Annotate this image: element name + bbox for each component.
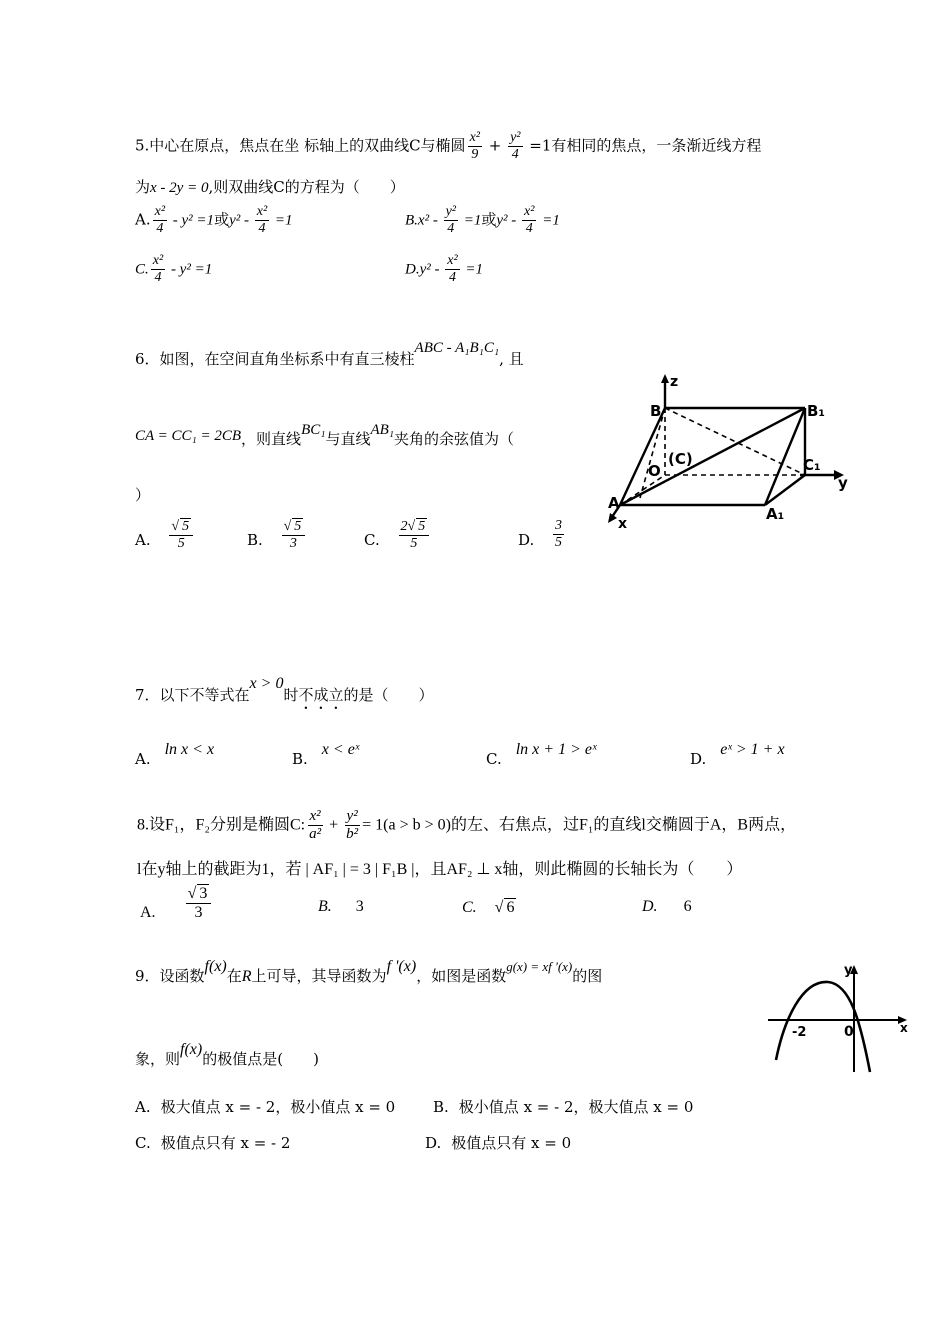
q7-option-a: A.ln x < x [135,741,215,768]
q5-asymptote: x - 2y = 0 [150,180,209,196]
q6-fig-a-label: A [608,494,620,512]
q5-option-a: A. $\frac{\text{x²}}{4}$ - y² =1或y² - $\frac{\text{x²}}{4}$ =1 [135,204,293,237]
q5-option-b: B.x² - $\frac{\text{y²}}{4}$ =1或y² - $\frac{\text{x²}}{4}$ =1 [405,204,560,237]
q5-line1: 5.中心在原点，焦点在坐 标轴上的双曲线C与椭圆 $\frac{\text{x²}}{9}$ + $\frac{\text{y²}}{4}$ =1有相同的焦点，一条渐近线方程 [135,130,762,163]
q9-graph-figure [762,960,912,1075]
q5-line2: 为x - 2y = 0,则双曲线C的方程为（ ） [135,178,405,196]
q6-close-paren: ） [135,486,151,504]
q8-option-d: D. 6 [642,898,692,915]
q9-option-c: C. 极值点只有 x = - 2 [135,1134,291,1152]
q6-fig-c-label: (C) [668,450,693,468]
q5-ellipse-x-fraction: $\frac{\text{x²}}{9}$ [469,130,480,163]
q5-option-c: C. $\frac{\text{x²}}{4}$ - y² =1 [135,253,213,286]
q6-prism: ABC - A₁B₁C₁ [414,340,500,356]
q6-fig-z-label: z [670,374,679,390]
q5-stem-end: 有相同的焦点，一条渐近线方程 [551,136,762,155]
q8-line2: l在y轴上的截距为1，若 | AF₁ | = 3 | F₁B |，且AF₂ ⊥ x轴，则此椭圆的长轴长为（ ） [137,861,743,878]
q8-line1: 8.设F₁，F₂分别是椭圆C: $\frac{\text{x²}}{\text{a²}}$ + $\frac{\text{y²}}{\text{b²}}$ = 1(a > b > 0)的左、右焦点，过F₁的直线l交椭圆于A，B两点， [137,808,797,843]
q9-option-b: B. 极小值点 x = - 2，极大值点 x = 0 [433,1098,694,1116]
q5-stem-start: 5.中心在原点，焦点在坐 标轴上的双曲线C与椭圆 [135,136,466,155]
q8-option-c: C.√ 6 [462,898,516,917]
q7-stem: 7．以下不等式在x > 0时不成立的是（ ） [135,675,434,704]
q8-option-b: B. 3 [318,898,364,915]
q7-option-b: B.x < eˣ [292,741,360,768]
q9-option-d: D. 极值点只有 x = 0 [425,1134,572,1152]
q9-line2: 象，则f(x)的极值点是( ) [135,1041,319,1068]
q6-fig-y-label: y [838,474,848,492]
q6-condition: CA = CC₁ = 2CB [135,428,242,444]
q9-line1: 9．设函数f(x)在R上可导，其导函数为f '(x)，如图是函数g(x) = xf '(x)的图 [135,958,603,985]
q6-line2: CA = CC₁ = 2CB，则直线BC₁与直线AB₁夹角的余弦值为（ [135,422,515,448]
q9-option-a: A. 极大值点 x = - 2，极小值点 x = 0 [135,1098,396,1116]
q9-fig-zero-label: 0 [844,1024,854,1040]
q6-fig-o-label: O [648,462,661,480]
q9-fig-x-label: x [900,1021,908,1035]
q6-fig-b1-label: B₁ [807,402,826,420]
q6-option-d: D. $\frac{3}{5}$ [518,518,563,551]
q9-fig-minus2-label: -2 [792,1025,807,1040]
q6-fig-x-label: x [618,516,628,530]
q9-fig-y-label: y [844,963,853,978]
q7-option-c: C.ln x + 1 > eˣ [486,741,597,768]
q6-fig-a1-label: A₁ [766,505,785,523]
q6-fig-c1-label: C₁ [803,456,821,474]
q6-fig-b-label: B [650,402,662,420]
q5-ellipse-y-fraction: $\frac{\text{y²}}{4}$ [510,130,521,163]
q7-emphasis: 不成立 [298,686,344,704]
q6-line1: 6．如图，在空间直角坐标系中有直三棱柱ABC - A₁B₁C₁, 且 [135,340,524,368]
q5-option-d: D.y² - $\frac{\text{x²}}{4}$ =1 [405,253,484,286]
q6-prism-figure [600,370,860,530]
q6-option-b: B. √ $\frac{5}{3}$ [247,518,307,552]
q6-option-c: C. $\frac{2√ 5}{5}$ [364,518,431,552]
q6-option-a: A. √ $\frac{5}{5}$ [135,518,195,552]
q7-option-d: D.eˣ > 1 + x [690,741,785,768]
q8-option-a: A. √ $\frac{3}{3}$ [140,884,213,923]
